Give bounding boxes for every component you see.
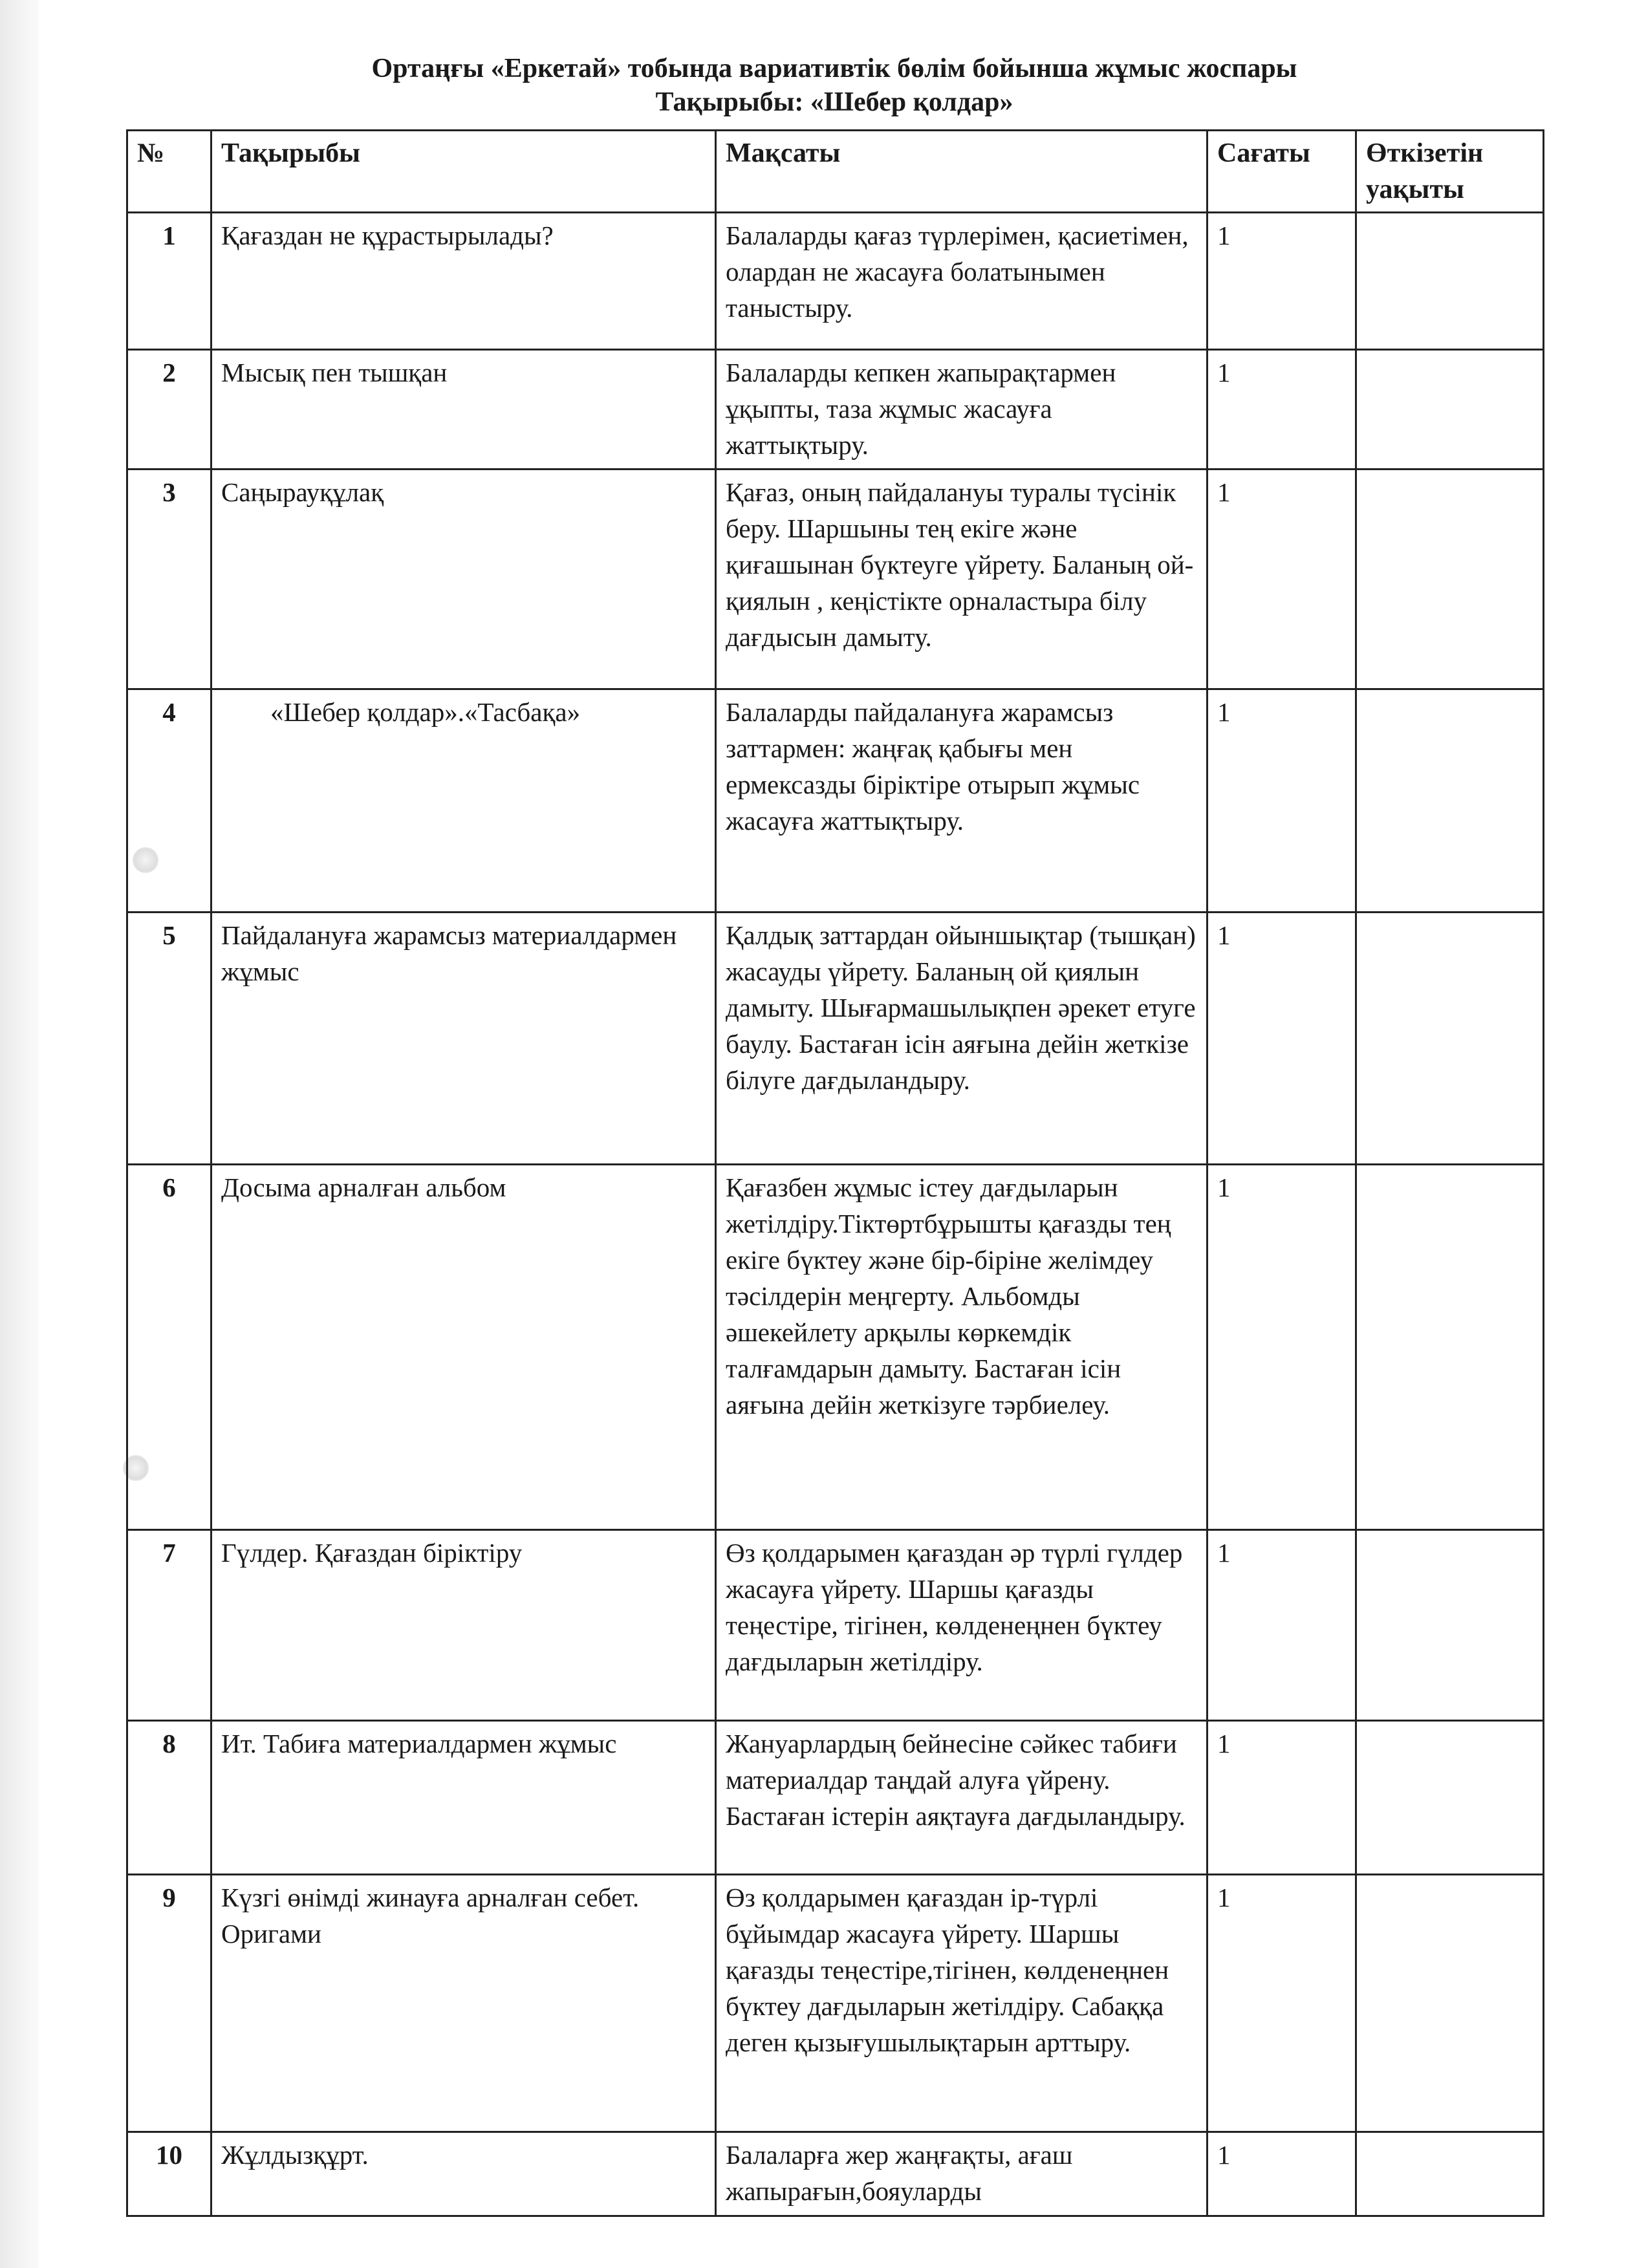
document-title: Ортаңғы «Еркетай» тобында вариативтік бөлім бойынша жұмыс жоспары bbox=[371, 54, 1297, 83]
row-number: 8 bbox=[127, 1721, 211, 1875]
row-number: 4 bbox=[127, 689, 211, 913]
row-hours: 1 bbox=[1207, 1875, 1356, 2132]
row-hours: 1 bbox=[1207, 470, 1356, 689]
row-time bbox=[1356, 350, 1544, 470]
row-hours: 1 bbox=[1207, 1721, 1356, 1875]
header-time: Өткізетін уақыты bbox=[1356, 131, 1544, 213]
row-goal: Балаларға жер жаңғақты, ағаш жапырағын,бояуларды bbox=[716, 2132, 1207, 2216]
row-goal: Балаларды пайдалануға жарамсыз заттармен: жаңғақ қабығы мен ермексазды біріктіре отырып жұмыс жасауға жаттықтыру. bbox=[716, 689, 1207, 913]
row-topic: Саңырауқұлақ bbox=[211, 470, 716, 689]
table-header-row bbox=[127, 131, 1544, 213]
row-topic: Қағаздан не құрастырылады? bbox=[211, 213, 716, 350]
table-row bbox=[127, 350, 1544, 470]
row-time bbox=[1356, 1530, 1544, 1721]
row-goal: Қалдық заттардан ойыншықтар (тышқан) жасауды үйрету. Баланың ой қиялын дамыту. Шығармашылықпен әрекет етуге баулу. Бастаған ісін аяғына дейін жеткізе білуге дағдыландыру. bbox=[716, 913, 1207, 1165]
row-time bbox=[1356, 1721, 1544, 1875]
row-topic: Ит. Табиға материалдармен жұмыс bbox=[211, 1721, 716, 1875]
row-hours: 1 bbox=[1207, 1530, 1356, 1721]
row-hours: 1 bbox=[1207, 2132, 1356, 2216]
header-number: № bbox=[127, 131, 211, 213]
row-goal: Жануарлардың бейнесіне сәйкес табиғи материалдар таңдай алуға үйрену. Бастаған істерін аяқтауға дағдыландыру. bbox=[716, 1721, 1207, 1875]
row-number: 5 bbox=[127, 913, 211, 1165]
row-number: 6 bbox=[127, 1165, 211, 1530]
row-number: 2 bbox=[127, 350, 211, 470]
row-time bbox=[1356, 913, 1544, 1165]
row-goal: Өз қолдарымен қағаздан әр түрлі гүлдер жасауға үйрету. Шаршы қағазды теңестіре, тігінен, көлденеңнен бүктеу дағдыларын жетілдіру. bbox=[716, 1530, 1207, 1721]
table-row bbox=[127, 1875, 1544, 2132]
row-goal: Балаларды қағаз түрлерімен, қасиетімен, олардан не жасауға болатынымен таныстыру. bbox=[716, 213, 1207, 350]
row-topic: Досыма арналған альбом bbox=[211, 1165, 716, 1530]
document-subtitle: Тақырыбы: «Шебер қолдар» bbox=[655, 87, 1013, 117]
row-topic: Мысық пен тышқан bbox=[211, 350, 716, 470]
row-topic: Пайдалануға жарамсыз материалдармен жұмыс bbox=[211, 913, 716, 1165]
row-topic: Гүлдер. Қағаздан біріктіру bbox=[211, 1530, 716, 1721]
row-goal: Балаларды кепкен жапырақтармен ұқыпты, таза жұмыс жасауға жаттықтыру. bbox=[716, 350, 1207, 470]
header-topic: Тақырыбы bbox=[211, 131, 716, 213]
header-hours: Сағаты bbox=[1207, 131, 1356, 213]
row-time bbox=[1356, 1875, 1544, 2132]
row-number: 1 bbox=[127, 213, 211, 350]
row-time bbox=[1356, 2132, 1544, 2216]
table-row bbox=[127, 689, 1544, 913]
row-goal: Өз қолдарымен қағаздан ір-түрлі бұйымдар жасауға үйрету. Шаршы қағазды теңестіре,тігінен, көлденеңнен бүктеу дағдыларын жетілдіру. Сабаққа деген қызығушылықтарын арттыру. bbox=[716, 1875, 1207, 2132]
row-goal: Қағазбен жұмыс істеу дағдыларын жетілдіру.Тіктөртбұрышты қағазды тең екіге бүктеу және бір-біріне желімдеу тәсілдерін меңгерту. Альбомды әшекейлету арқылы көркемдік талғамдарын дамыту. Бастаған ісін аяғына дейін жеткізуге тәрбиелеу. bbox=[716, 1165, 1207, 1530]
header-goal: Мақсаты bbox=[716, 131, 1207, 213]
table-row bbox=[127, 1721, 1544, 1875]
row-time bbox=[1356, 213, 1544, 350]
table-row bbox=[127, 2132, 1544, 2216]
document-header bbox=[136, 52, 1533, 119]
row-topic: «Шебер қолдар».«Тасбақа» bbox=[211, 689, 716, 913]
row-hours: 1 bbox=[1207, 913, 1356, 1165]
row-hours: 1 bbox=[1207, 1165, 1356, 1530]
row-number: 10 bbox=[127, 2132, 211, 2216]
row-time bbox=[1356, 1165, 1544, 1530]
table-row bbox=[127, 913, 1544, 1165]
table-row bbox=[127, 213, 1544, 350]
row-hours: 1 bbox=[1207, 213, 1356, 350]
row-hours: 1 bbox=[1207, 689, 1356, 913]
row-hours: 1 bbox=[1207, 350, 1356, 470]
row-topic: Жұлдызқұрт. bbox=[211, 2132, 716, 2216]
row-number: 3 bbox=[127, 470, 211, 689]
work-plan-table bbox=[126, 129, 1544, 2217]
row-topic: Күзгі өнімді жинауға арналған себет. Оригами bbox=[211, 1875, 716, 2132]
row-time bbox=[1356, 689, 1544, 913]
row-number: 9 bbox=[127, 1875, 211, 2132]
table-row bbox=[127, 1165, 1544, 1530]
row-time bbox=[1356, 470, 1544, 689]
table-row bbox=[127, 470, 1544, 689]
table-row bbox=[127, 1530, 1544, 1721]
row-goal: Қағаз, оның пайдалануы туралы түсінік беру. Шаршыны тең екіге және қиғашынан бүктеуге үйрету. Баланың ой-қиялын , кеңістікте орналастыра білу дағдысын дамыту. bbox=[716, 470, 1207, 689]
row-number: 7 bbox=[127, 1530, 211, 1721]
